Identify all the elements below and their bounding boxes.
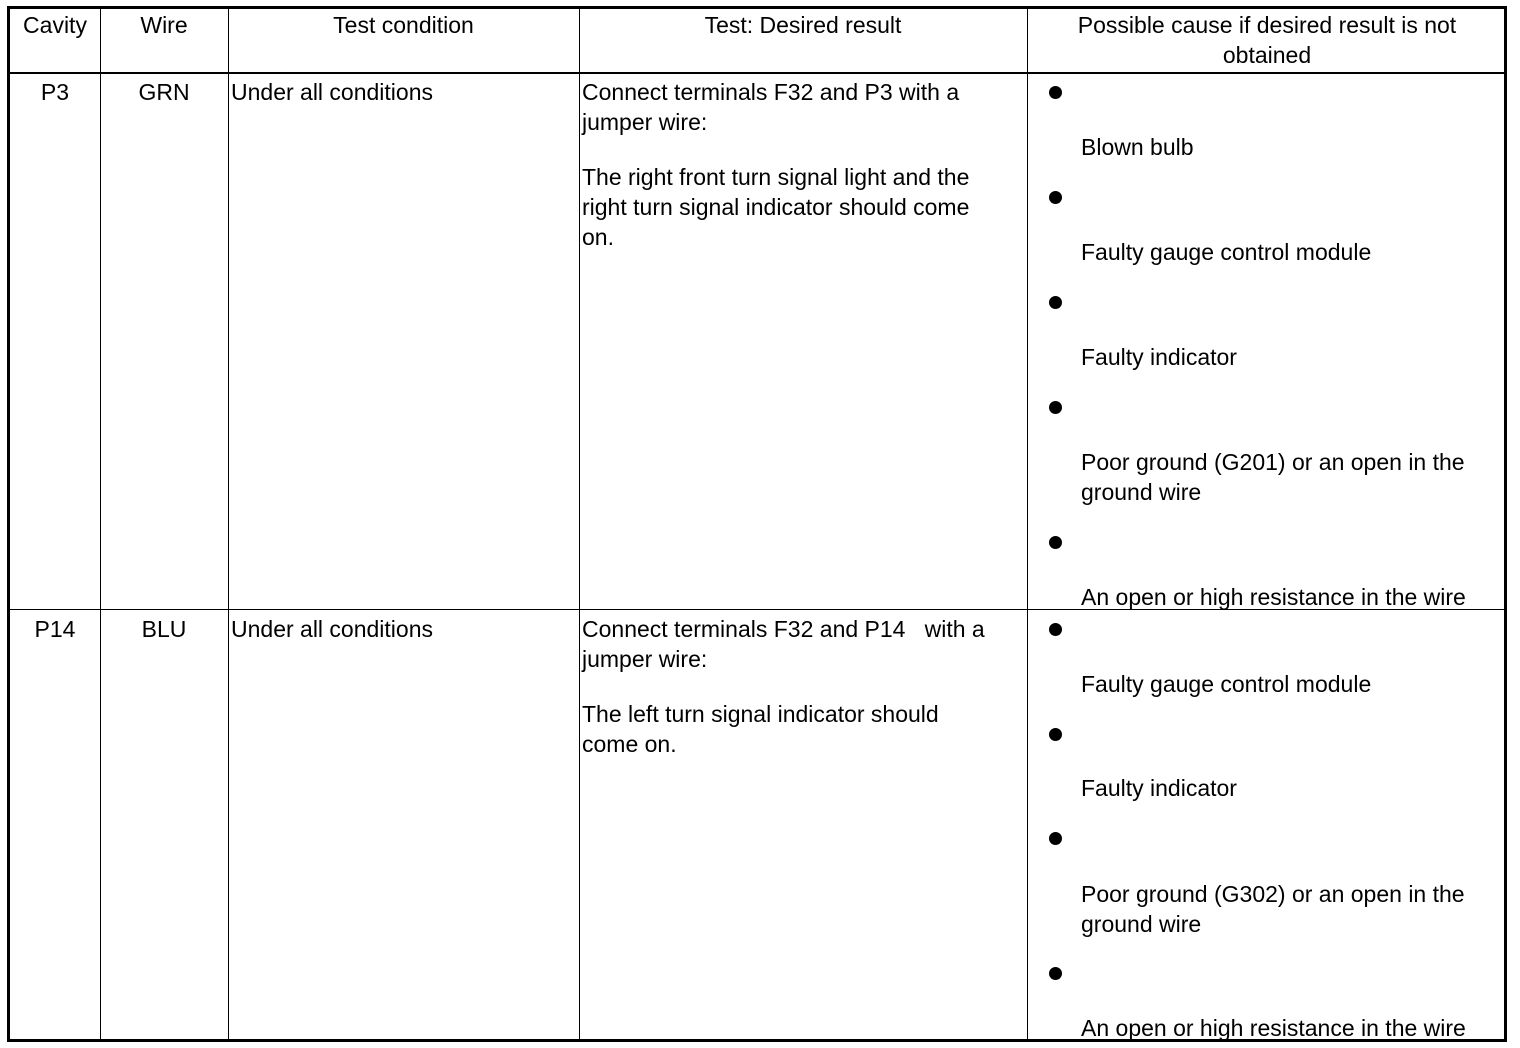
bullet-icon	[1049, 832, 1062, 845]
row-result-line: come on.	[582, 731, 677, 757]
row-result-line: on.	[582, 224, 614, 250]
cause-item: Faulty indicator	[1081, 775, 1237, 801]
row-result-line: jumper wire:	[582, 109, 708, 135]
row-result-line: jumper wire:	[582, 646, 708, 672]
cause-item-line2: ground wire	[1081, 911, 1202, 937]
bullet-icon	[1049, 728, 1062, 741]
cause-item: Faulty gauge control module	[1081, 671, 1372, 697]
cause-item: Faulty indicator	[1081, 344, 1237, 370]
row-wire: GRN	[138, 79, 190, 105]
header-wire: Wire	[140, 12, 188, 38]
column-divider	[1027, 9, 1028, 1039]
bullet-icon	[1049, 536, 1062, 549]
bullet-icon	[1049, 296, 1062, 309]
bullet-icon	[1049, 191, 1062, 204]
row-wire: BLU	[141, 616, 187, 642]
bullet-icon	[1049, 967, 1062, 980]
row-cavity: P14	[34, 616, 76, 642]
bullet-icon	[1049, 86, 1062, 99]
row-result-line: The right front turn signal light and the	[582, 164, 970, 190]
header-possible-cause: Possible cause if desired result is not	[1077, 12, 1457, 38]
cause-item: Poor ground (G302) or an open in the	[1081, 881, 1465, 907]
column-divider	[228, 9, 229, 1039]
row-result-line: Connect terminals F32 and P14 with a	[582, 616, 985, 642]
row-test-condition: Under all conditions	[231, 616, 434, 642]
cause-item: Poor ground (G201) or an open in the	[1081, 449, 1465, 475]
header-test-condition: Test condition	[333, 12, 474, 38]
header-possible-cause-line2: obtained	[1222, 42, 1312, 68]
row-cavity: P3	[40, 79, 70, 105]
header-cavity: Cavity	[23, 12, 87, 38]
header-divider	[10, 72, 1504, 74]
bullet-icon	[1049, 623, 1062, 636]
row-result-line: The left turn signal indicator should	[582, 701, 939, 727]
row-result-line: Connect terminals F32 and P3 with a	[582, 79, 960, 105]
cause-item: An open or high resistance in the wire	[1081, 584, 1466, 610]
row-result-line: right turn signal indicator should come	[582, 194, 970, 220]
cause-item: Faulty gauge control module	[1081, 239, 1372, 265]
row-test-condition: Under all conditions	[231, 79, 434, 105]
column-divider	[100, 9, 101, 1039]
header-desired-result: Test: Desired result	[704, 12, 902, 38]
cause-item-line2: ground wire	[1081, 479, 1202, 505]
cause-item: Blown bulb	[1081, 134, 1194, 160]
column-divider	[579, 9, 580, 1039]
bullet-icon	[1049, 401, 1062, 414]
cause-item: An open or high resistance in the wire	[1081, 1015, 1466, 1041]
